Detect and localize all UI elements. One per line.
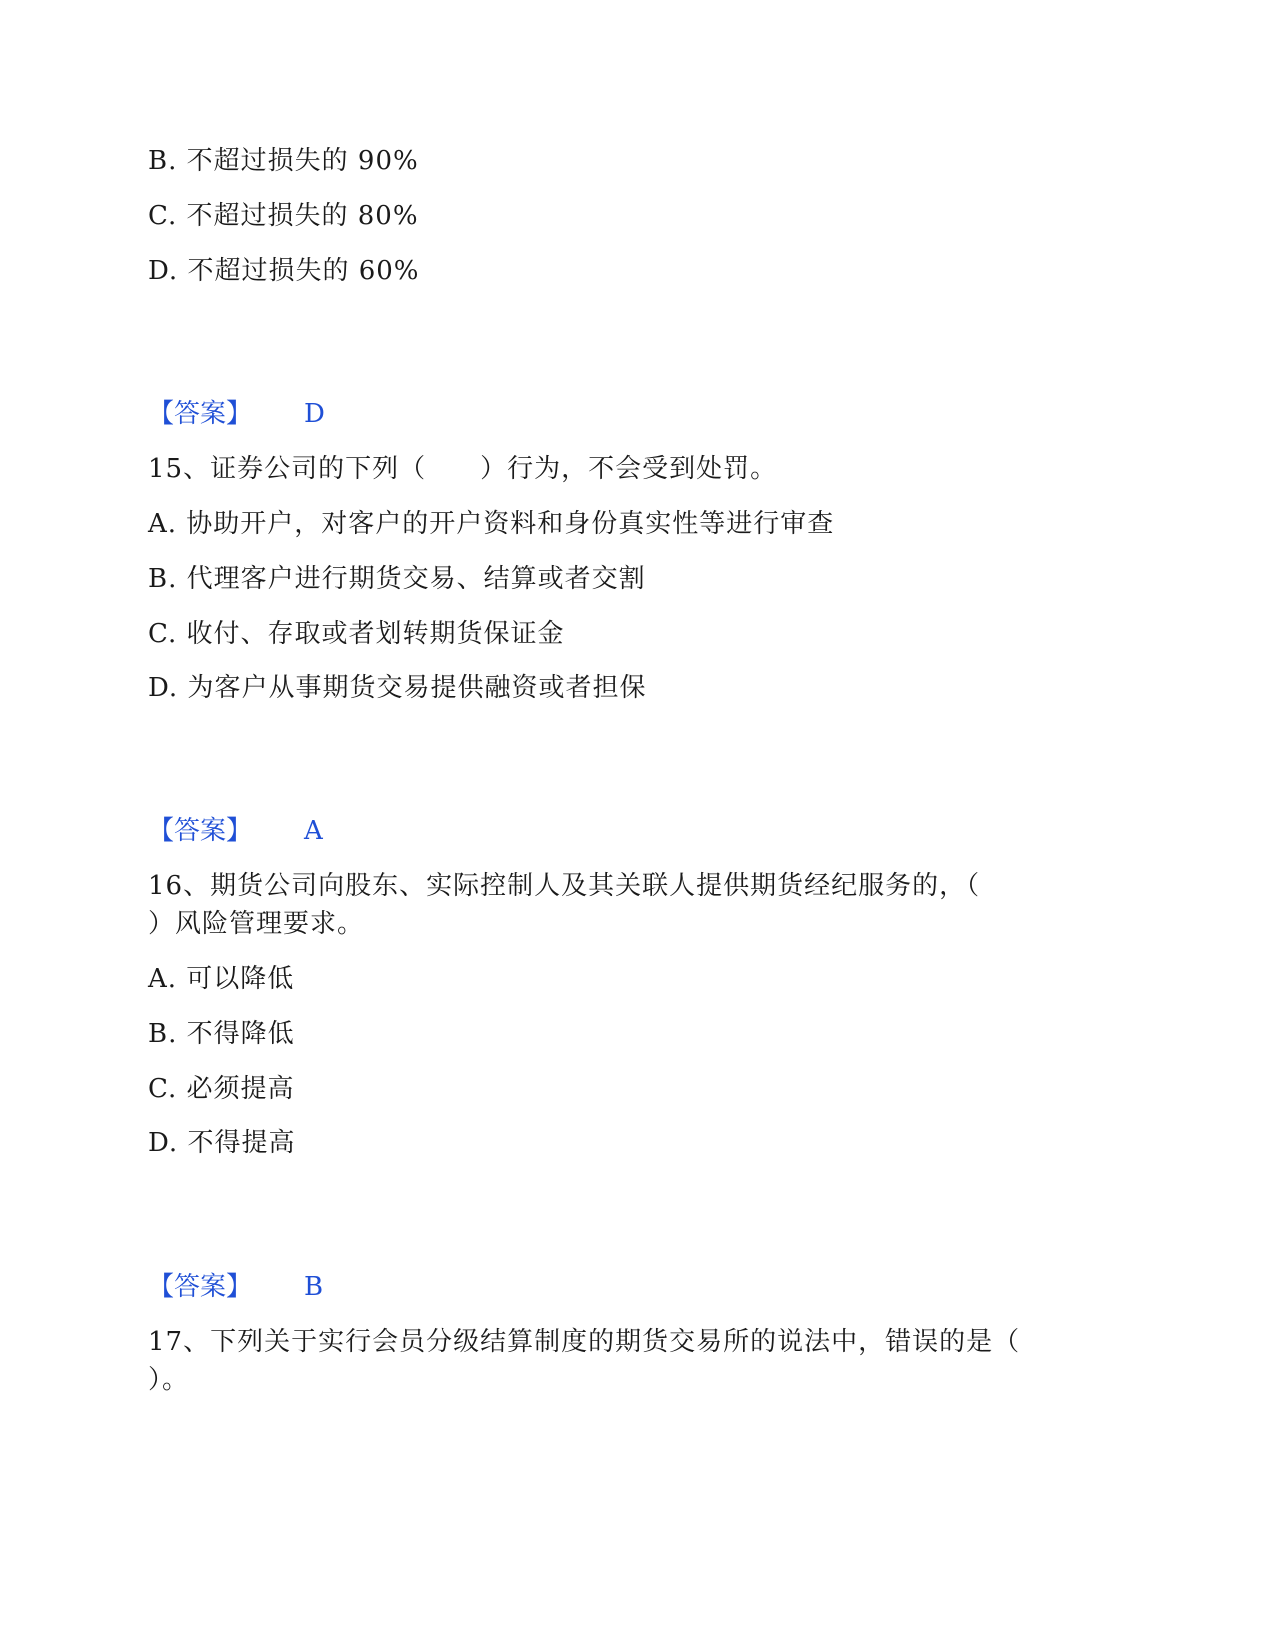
q14-option-c: C. 不超过损失的 80% <box>148 201 419 231</box>
answer-label: 【答案】 <box>148 399 253 429</box>
answer-value: D <box>304 399 325 429</box>
q14-answer <box>148 396 325 432</box>
answer-label: 【答案】 <box>148 816 253 846</box>
q16-answer <box>148 1269 323 1305</box>
q14-option-b: B. 不超过损失的 90% <box>148 146 419 176</box>
q17-question-line2: ）。 <box>148 1365 190 1395</box>
q15-question: 15、证券公司的下列（ ）行为，不会受到处罚。 <box>148 454 778 484</box>
q14-option-d: D. 不超过损失的 60% <box>148 256 420 286</box>
q15-answer <box>148 813 323 849</box>
q16-option-b: B. 不得降低 <box>148 1019 295 1049</box>
q15-option-d: D. 为客户从事期货交易提供融资或者担保 <box>148 673 647 703</box>
q16-question-line2: ）风险管理要求。 <box>148 909 365 939</box>
q17-question-line1: 17、下列关于实行会员分级结算制度的期货交易所的说法中，错误的是（ <box>148 1327 1021 1357</box>
q16-option-c: C. 必须提高 <box>148 1074 295 1104</box>
answer-label: 【答案】 <box>148 1272 253 1302</box>
q15-option-c: C. 收付、存取或者划转期货保证金 <box>148 619 565 649</box>
q15-option-a: A. 协助开户，对客户的开户资料和身份真实性等进行审查 <box>148 509 835 539</box>
q16-question-line1: 16、期货公司向股东、实际控制人及其关联人提供期货经纪服务的，（ <box>148 871 981 901</box>
answer-value: A <box>304 816 323 846</box>
q16-option-d: D. 不得提高 <box>148 1128 296 1158</box>
q15-option-b: B. 代理客户进行期货交易、结算或者交割 <box>148 564 646 594</box>
q16-option-a: A. 可以降低 <box>148 964 295 994</box>
answer-value: B <box>304 1272 324 1302</box>
